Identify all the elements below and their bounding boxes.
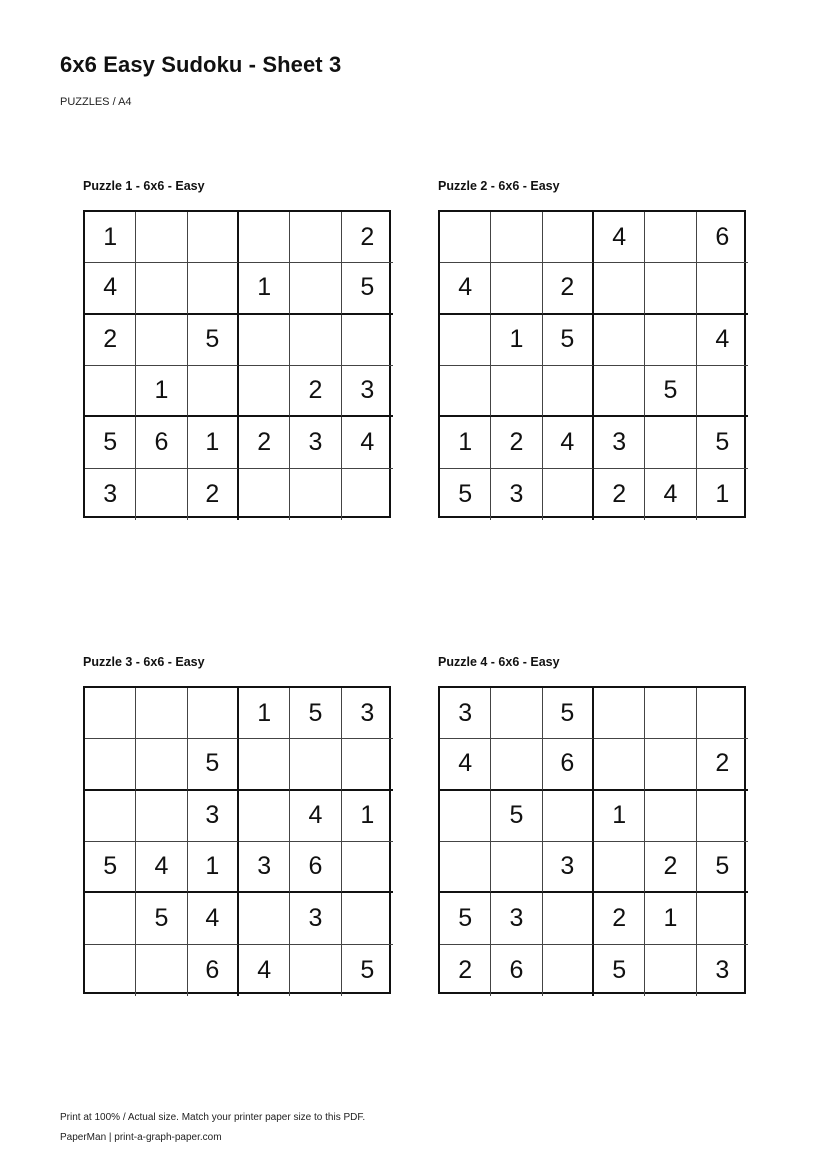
sudoku-cell: 5: [543, 315, 594, 366]
sudoku-cell: 3: [188, 791, 239, 842]
sudoku-cell: 1: [491, 315, 542, 366]
sudoku-cell: [85, 893, 136, 944]
sudoku-cell: [491, 212, 542, 263]
sudoku-cell: 4: [594, 212, 645, 263]
sudoku-cell: 4: [697, 315, 748, 366]
footer-brand: PaperMan | print-a-graph-paper.com: [60, 1132, 222, 1143]
sudoku-cell: [136, 315, 187, 366]
sudoku-cell: [697, 688, 748, 739]
sudoku-cell: 2: [697, 739, 748, 790]
sudoku-cell: [543, 469, 594, 520]
sudoku-cell: [440, 791, 491, 842]
sudoku-cell: 3: [715, 955, 730, 984]
sudoku-cell: 3: [239, 842, 290, 893]
sudoku-cell: 1: [715, 479, 730, 508]
sudoku-cell: 4: [239, 945, 290, 996]
sudoku-cell: 6: [491, 945, 542, 996]
sudoku-cell: 6: [697, 212, 748, 263]
sudoku-cell: 1: [239, 263, 290, 314]
footer-print-note: Print at 100% / Actual size. Match your printer paper size to this PDF.: [60, 1112, 366, 1123]
sudoku-cell: [136, 739, 187, 790]
sudoku-cell: 3: [342, 366, 393, 417]
sudoku-cell: [594, 688, 645, 739]
sudoku-cell: [239, 366, 290, 417]
sudoku-cell: [239, 315, 290, 366]
sudoku-cell: [697, 791, 748, 842]
sudoku-cell: [188, 366, 239, 417]
sudoku-cell: [645, 263, 696, 314]
sudoku-cell: [85, 739, 136, 790]
sudoku-cell: [645, 739, 696, 790]
sudoku-cell: [290, 263, 341, 314]
sudoku-cell: [239, 739, 290, 790]
sudoku-cell: [440, 212, 491, 263]
sudoku-cell: [491, 366, 542, 417]
sudoku-cell: [188, 212, 239, 263]
sudoku-cell: 3: [290, 893, 341, 944]
sudoku-cell: 2: [239, 417, 290, 468]
sudoku-cell: 1: [440, 417, 491, 468]
sudoku-cell: [85, 945, 136, 996]
sudoku-cell: 2: [188, 469, 239, 520]
sudoku-cell: [136, 212, 187, 263]
sudoku-cell: 4: [85, 263, 136, 314]
sudoku-cell: [290, 469, 341, 520]
sudoku-cell: 2: [85, 315, 136, 366]
sudoku-cell: 1: [85, 212, 136, 263]
puzzle-title: Puzzle 1 - 6x6 - Easy: [83, 179, 205, 193]
sudoku-cell: [440, 315, 491, 366]
sudoku-cell: [239, 469, 290, 520]
sudoku-cell: [543, 366, 594, 417]
sudoku-cell: 3: [543, 842, 594, 893]
sudoku-cell: 4: [543, 417, 594, 468]
sudoku-cell: 2: [491, 417, 542, 468]
sudoku-cell: 3: [85, 469, 136, 520]
sudoku-cell: 4: [645, 469, 696, 520]
sudoku-cell: 5: [342, 263, 393, 314]
sudoku-cell: 1: [239, 688, 290, 739]
puzzle-title: Puzzle 4 - 6x6 - Easy: [438, 655, 560, 669]
sudoku-cell: 4: [290, 791, 341, 842]
sudoku-cell: 6: [136, 417, 187, 468]
sudoku-cell: [290, 945, 341, 996]
sudoku-grid: [438, 686, 746, 994]
sudoku-cell: [239, 893, 290, 944]
puzzle-4: [438, 654, 748, 994]
sudoku-cell: 4: [342, 417, 393, 468]
sudoku-cell: [645, 417, 696, 468]
sudoku-cell: [136, 688, 187, 739]
sudoku-cell: 5: [290, 688, 341, 739]
sudoku-cell: 2: [440, 945, 491, 996]
sudoku-cell: [290, 739, 341, 790]
sudoku-cell: [239, 791, 290, 842]
sudoku-cell: 3: [342, 688, 393, 739]
sudoku-cell: 5: [188, 315, 239, 366]
sudoku-cell: [136, 469, 187, 520]
sudoku-cell: 2: [594, 469, 645, 520]
sudoku-cell: [594, 263, 645, 314]
sudoku-cell: [440, 366, 491, 417]
sudoku-cell: 5: [85, 417, 136, 468]
sudoku-cell: [491, 739, 542, 790]
sudoku-cell: [491, 263, 542, 314]
sudoku-cell: 5: [188, 739, 239, 790]
sudoku-cell: 5: [697, 417, 748, 468]
sudoku-cell: [543, 212, 594, 263]
sudoku-cell: [85, 791, 136, 842]
sudoku-grid: [438, 210, 746, 518]
sudoku-cell: 4: [440, 263, 491, 314]
sudoku-cell: [239, 212, 290, 263]
page-title: 6x6 Easy Sudoku - Sheet 3: [60, 52, 342, 77]
sudoku-cell: [491, 842, 542, 893]
sudoku-cell: [697, 893, 748, 944]
sudoku-cell: [342, 893, 393, 944]
sudoku-cell: 2: [290, 366, 341, 417]
sudoku-cell: 1: [594, 791, 645, 842]
sudoku-cell: 1: [188, 842, 239, 893]
sudoku-cell: 3: [440, 688, 491, 739]
sudoku-cell: 1: [645, 893, 696, 944]
sudoku-cell: 6: [188, 945, 239, 996]
sudoku-cell: 2: [543, 263, 594, 314]
sudoku-cell: [342, 739, 393, 790]
sudoku-cell: [440, 842, 491, 893]
sudoku-cell: [342, 842, 393, 893]
sudoku-cell: [85, 366, 136, 417]
sudoku-cell: 5: [360, 955, 375, 984]
sudoku-cell: [543, 893, 594, 944]
sudoku-cell: 4: [188, 893, 239, 944]
sudoku-cell: 2: [342, 212, 393, 263]
sudoku-cell: [645, 315, 696, 366]
sudoku-grid: [83, 686, 391, 994]
sudoku-cell: [594, 842, 645, 893]
sudoku-cell: 3: [491, 469, 542, 520]
sudoku-cell: 5: [440, 469, 491, 520]
sudoku-cell: 4: [136, 842, 187, 893]
sudoku-cell: 5: [594, 945, 645, 996]
puzzle-1: [83, 178, 393, 518]
puzzle-2: [438, 178, 748, 518]
sudoku-cell: [136, 791, 187, 842]
sudoku-cell: [188, 263, 239, 314]
sudoku-cell: [543, 945, 594, 996]
sudoku-cell: [645, 688, 696, 739]
sudoku-cell: [188, 688, 239, 739]
sudoku-cell: 3: [290, 417, 341, 468]
sudoku-cell: [290, 212, 341, 263]
sudoku-cell: 5: [440, 893, 491, 944]
sudoku-cell: 5: [136, 893, 187, 944]
sudoku-cell: [290, 315, 341, 366]
sudoku-cell: 6: [290, 842, 341, 893]
sudoku-cell: [543, 791, 594, 842]
sudoku-cell: 3: [594, 417, 645, 468]
sudoku-cell: [491, 688, 542, 739]
sudoku-cell: [594, 366, 645, 417]
sudoku-cell: [594, 739, 645, 790]
sudoku-cell: 3: [491, 893, 542, 944]
sudoku-cell: [645, 945, 696, 996]
sudoku-cell: 1: [136, 366, 187, 417]
page-subtitle: PUZZLES / A4: [60, 96, 132, 108]
sudoku-cell: [594, 315, 645, 366]
sudoku-cell: [85, 688, 136, 739]
sudoku-cell: 5: [85, 842, 136, 893]
sudoku-cell: 5: [645, 366, 696, 417]
sudoku-cell: [342, 469, 393, 520]
sudoku-cell: 5: [697, 842, 748, 893]
sudoku-cell: [342, 315, 393, 366]
sudoku-cell: 5: [543, 688, 594, 739]
sudoku-cell: [645, 791, 696, 842]
sudoku-cell: [136, 263, 187, 314]
puzzle-title: Puzzle 3 - 6x6 - Easy: [83, 655, 205, 669]
sudoku-cell: [697, 366, 748, 417]
sudoku-cell: 2: [645, 842, 696, 893]
sudoku-cell: 5: [491, 791, 542, 842]
sudoku-cell: [697, 263, 748, 314]
sudoku-cell: 6: [543, 739, 594, 790]
sudoku-cell: 2: [594, 893, 645, 944]
puzzle-3: [83, 654, 393, 994]
sudoku-cell: 4: [440, 739, 491, 790]
sudoku-cell: 1: [188, 417, 239, 468]
sudoku-cell: [645, 212, 696, 263]
sudoku-cell: [136, 945, 187, 996]
puzzle-title: Puzzle 2 - 6x6 - Easy: [438, 179, 560, 193]
sudoku-cell: 1: [342, 791, 393, 842]
sudoku-grid: [83, 210, 391, 518]
